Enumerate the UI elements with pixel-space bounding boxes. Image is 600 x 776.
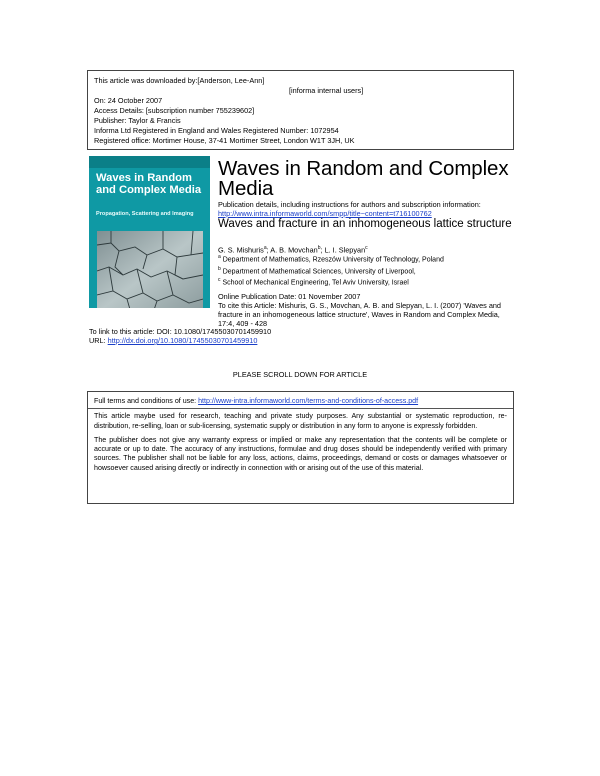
affiliations [218, 253, 528, 288]
scroll-notice: PLEASE SCROLL DOWN FOR ARTICLE [232, 370, 368, 379]
affiliation-text: School of Mechanical Engineering, Tel Aviv University, Israel [222, 279, 409, 287]
terms-paragraph-disclaimer: The publisher does not give any warranty express or implied or make any representation that the contents will be complete or accurate or up to date. The accuracy of any instructions, formulae and drug doses should be independently verified with primary sources. The publisher shall not be liable for any loss, actions, claims, proceedings, demand or costs or damages whatsoever or howsoever caused arising directly or indirectly in connection with or arising out of the use of this material. [94, 435, 507, 472]
doi-url-link[interactable]: http://dx.doi.org/10.1080/17455030701459910 [107, 336, 258, 345]
cover-fracture-image [97, 231, 203, 308]
terms-box [87, 391, 514, 504]
access-details: Access Details: [subscription number 755239602] [94, 106, 255, 115]
journal-url-link[interactable]: http://www.intra.informaworld.com/smpp/title~content=t716100762 [218, 209, 432, 218]
author-affiliation-mark: a [263, 245, 267, 251]
online-publication-date: Online Publication Date: 01 November 2007 [218, 292, 361, 301]
publication-details [218, 200, 528, 218]
download-date: On: 24 October 2007 [94, 96, 163, 105]
journal-title: Waves in Random and Complex Media [218, 157, 509, 200]
author-name: G. S. Mishuris [218, 245, 264, 255]
url-line [89, 337, 509, 346]
cover-subtitle: Propagation, Scattering and Imaging [96, 211, 194, 217]
downloaded-by: This article was downloaded by:[Anderson, Lee-Ann] [94, 76, 265, 85]
article-title: Waves and fracture in an inhomogeneous lattice structure [218, 218, 512, 230]
affiliation-item [218, 265, 528, 277]
author-name: A. B. Movchan [270, 245, 318, 255]
affiliation-mark: a [218, 254, 221, 260]
cover-title: Waves in Random and Complex Media [96, 172, 202, 196]
author-list: G. S. Mishuris$^a$; A. B. Movchan$^b$; L. I. Slepyan$^c$ [218, 245, 368, 255]
citation-text: To cite this Article: Mishuris, G. S., Movchan, A. B. and Slepyan, L. I. (2007) 'Waves and fracture in an inhomogeneous lattice structure', Waves in Random and Complex Media, 17:4, 409 - 428 [218, 301, 501, 328]
registered-office: Registered office: Mortimer House, 37-41 Mortimer Street, London W1T 3JH, UK [94, 136, 355, 145]
author-affiliation-mark: c [365, 245, 368, 251]
registration: Informa Ltd Registered in England and Wales Registered Number: 1072954 [94, 126, 339, 135]
download-info-box [87, 70, 514, 150]
affiliation-item [218, 276, 528, 288]
terms-label: Full terms and conditions of use: [94, 397, 197, 405]
author-name: L. I. Slepyan [324, 245, 366, 255]
journal-cover-image [89, 156, 210, 308]
affiliation-text: Department of Mathematical Sciences, University of Liverpool, [222, 268, 416, 276]
affiliation-mark: c [218, 277, 221, 284]
terms-paragraph-usage: This article maybe used for research, teaching and private study purposes. Any substantial or systematic reproduction, re-distribution, re-selling, loan or sub-licensing, systematic supply or distribution in any form to anyone is expressly forbidden. [94, 412, 507, 430]
affiliation-text: Department of Mathematics, Rzeszów University of Technology, Poland [222, 256, 444, 264]
cover-top-strip [89, 156, 210, 168]
terms-divider [88, 408, 513, 409]
download-affiliation: [informa internal users] [289, 86, 364, 95]
publisher: Publisher: Taylor & Francis [94, 116, 181, 125]
url-label: URL: [89, 336, 106, 345]
affiliation-item [218, 253, 528, 265]
author-affiliation-mark: b [317, 245, 321, 251]
affiliation-mark: b [218, 265, 221, 272]
doi-line: To link to this article: DOI: 10.1080/17455030701459910 [89, 327, 272, 336]
terms-url-link[interactable]: http://www-intra.informaworld.com/terms-and-conditions-of-access.pdf [198, 397, 419, 405]
terms-header [94, 397, 507, 406]
publication-details-text: Publication details, including instructions for authors and subscription information: [218, 200, 481, 209]
